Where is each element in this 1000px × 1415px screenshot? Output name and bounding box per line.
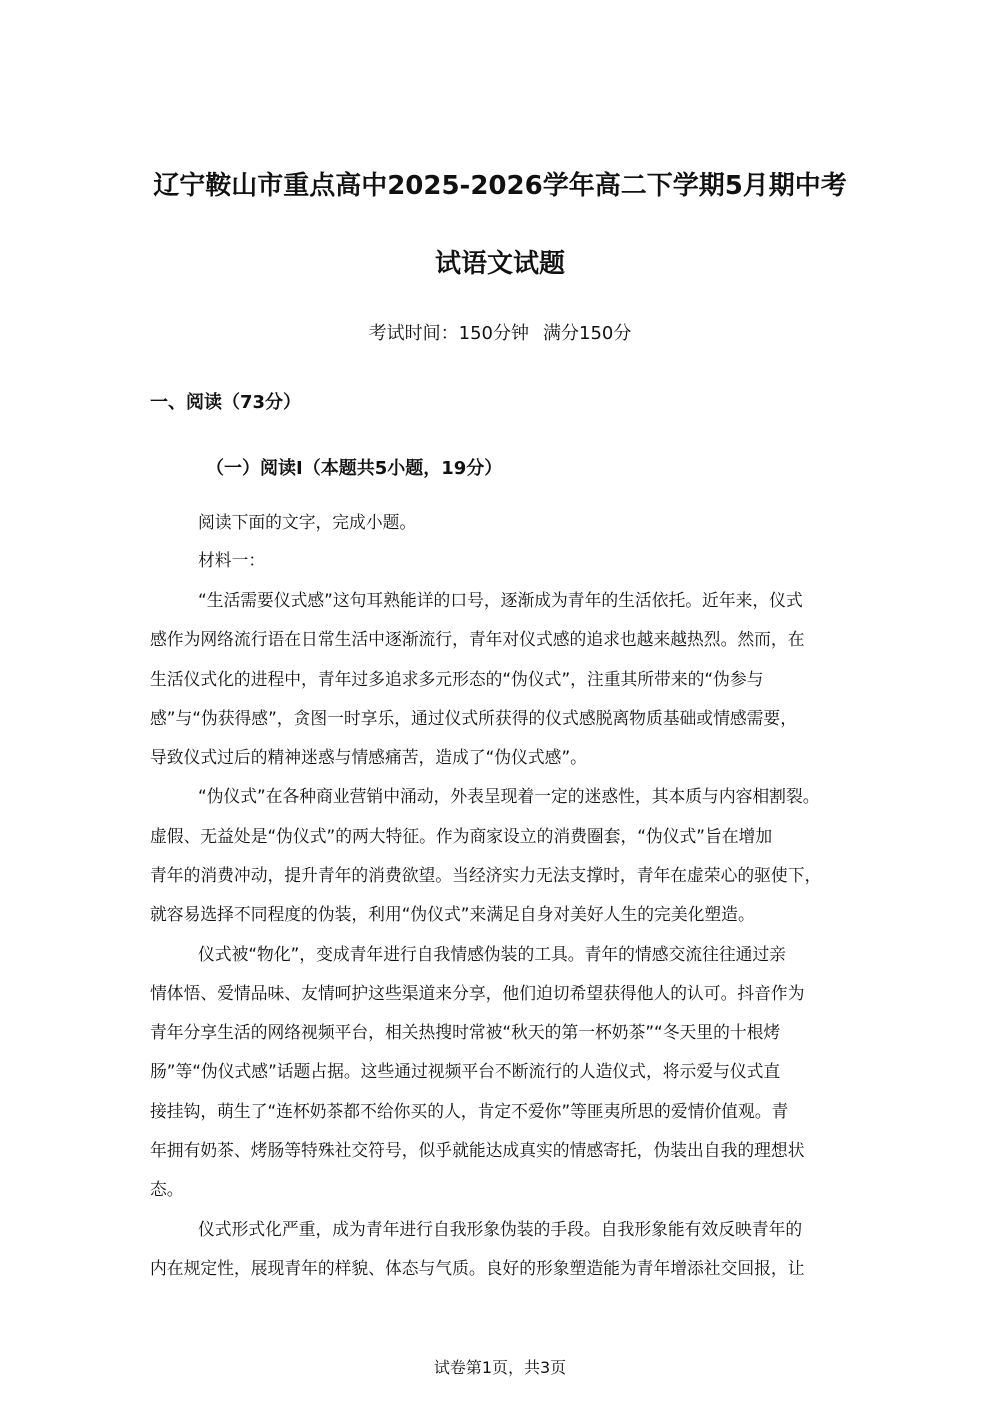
passage-line: “伪仪式”在各种商业营销中涌动，外表呈现着一定的迷惑性，其本质与内容相割裂。	[198, 786, 820, 806]
passage-line: 生活仪式化的进程中，青年过多追求多元形态的“伪仪式”，注重其所带来的“伪参与	[150, 669, 764, 689]
passage-line: 年拥有奶茶、烤肠等特殊社交符号，似乎就能达成真实的情感寄托，伪装出自我的理想状	[150, 1140, 805, 1160]
instruction-text: 阅读下面的文字，完成小题。	[198, 512, 417, 532]
passage-line: 接挂钩，萌生了“连杯奶茶都不给你买的人，肯定不爱你”等匪夷所思的爱情价值观。青	[150, 1101, 789, 1121]
exam-title-line-1: 辽宁鞍山市重点高中2025-2026学年高二下学期5月期中考	[153, 171, 847, 201]
passage-line: 仪式被“物化”，变成青年进行自我情感伪装的工具。青年的情感交流往往通过亲	[198, 944, 786, 964]
passage-line: 肠”等“伪仪式感”话题占据。这些通过视频平台不断流行的人造仪式，将示爱与仪式直	[150, 1061, 781, 1081]
passage-line: 感”与“伪获得感”，贪图一时享乐，通过仪式所获得的仪式感脱离物质基础或情感需要，	[150, 708, 797, 728]
exam-time: 考试时间：150分钟	[368, 323, 529, 344]
passage-line: 青年的消费冲动，提升青年的消费欲望。当经济实力无法支撑时，青年在虚荣心的驱使下，	[150, 865, 822, 885]
passage-line: 仪式形式化严重，成为青年进行自我形象伪装的手段。自我形象能有效反映青年的	[198, 1219, 803, 1239]
passage-line: 态。	[150, 1179, 184, 1199]
passage-line: 虚假、无益处是“伪仪式”的两大特征。作为商家设立的消费圈套，“伪仪式”旨在增加	[150, 826, 773, 846]
passage-line: 青年分享生活的网络视频平台，相关热搜时常被“秋天的第一杯奶茶”“冬天里的十根烤	[150, 1022, 781, 1042]
passage-line: “生活需要仪式感”这句耳熟能详的口号，逐渐成为青年的生活依托。近年来，仪式	[198, 590, 803, 610]
passage-line: 就容易选择不同程度的伪装，利用“伪仪式”来满足自身对美好人生的完美化塑造。	[150, 904, 755, 924]
exam-info	[0, 322, 1000, 346]
subsection-heading: （一）阅读Ⅰ（本题共5小题，19分）	[206, 458, 503, 479]
section-heading: 一、阅读（73分）	[150, 392, 302, 413]
material-label: 材料一：	[198, 550, 266, 570]
passage-line: 感作为网络流行语在日常生活中逐渐流行，青年对仪式感的追求也越来越热烈。然而，在	[150, 629, 805, 649]
exam-title-line-2: 试语文试题	[434, 249, 565, 279]
page-footer: 试卷第1页，共3页	[433, 1358, 567, 1377]
passage-line: 情体悟、爱情品味、友情呵护这些渠道来分享，他们迫切希望获得他人的认可。抖音作为	[150, 983, 805, 1003]
full-score: 满分150分	[543, 323, 632, 344]
passage-line: 导致仪式过后的精神迷惑与情感痛苦，造成了“伪仪式感”。	[150, 747, 587, 767]
passage-line: 内在规定性，展现青年的样貌、体态与气质。良好的形象塑造能为青年增添社交回报，让	[150, 1258, 805, 1278]
